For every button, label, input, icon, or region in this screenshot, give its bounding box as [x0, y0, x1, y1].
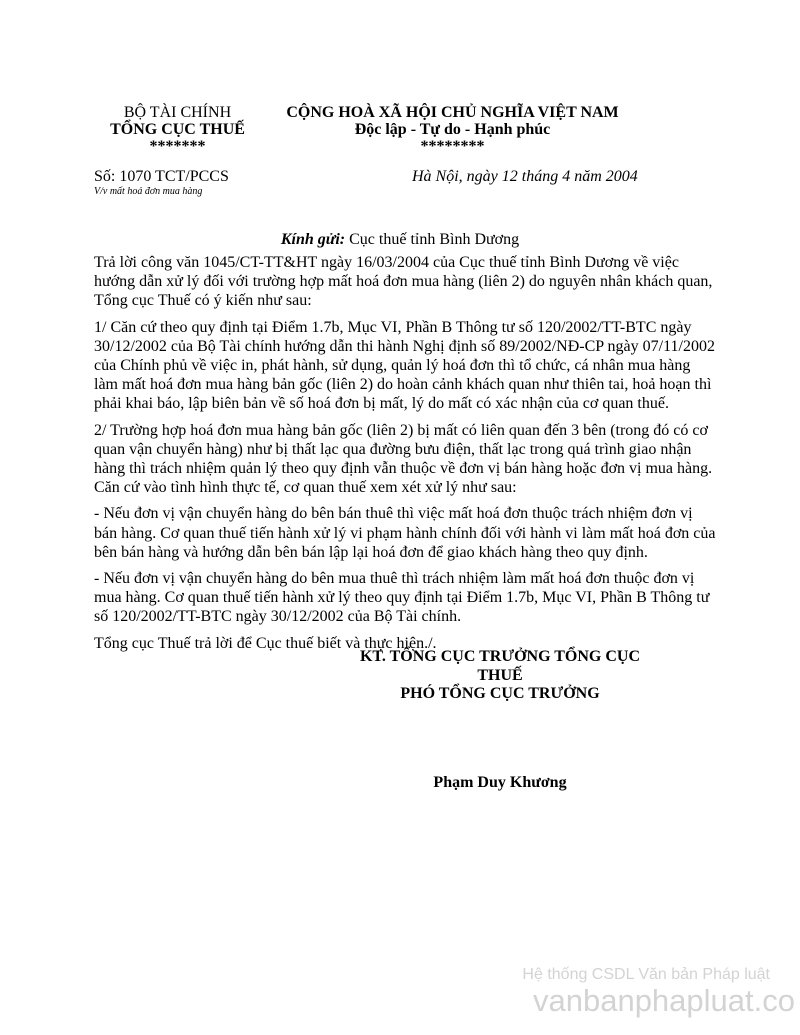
document-body	[94, 253, 716, 660]
salutation-label: Kính gửi:	[280, 231, 346, 248]
signature-title-line: KT. TỔNG CỤC TRƯỞNG TỔNG CỤC	[359, 648, 641, 665]
signer-name: Phạm Duy Khương	[433, 774, 567, 791]
body-paragraph: - Nếu đơn vị vận chuyển hàng do bên mua thuê thì trách nhiệm làm mất hoá đơn thuộc đơn vị mua hàng. Cơ quan thuế tiến hành xử lý theo quy định tại Điểm 1.7b, Mục VI, Phần B Thông tư số 120/2002/TT-BTC ngày 30/12/2002 của Bộ Tài chính.	[94, 570, 710, 626]
signature-title-line: PHÓ TỔNG CỤC TRƯỞNG	[400, 685, 600, 702]
watermark-domain: vanbanphapluat.co	[532, 983, 795, 1018]
watermark-line: Hệ thống CSDL Văn bản Pháp luật	[522, 966, 770, 983]
document-subject: V/v mất hoá đơn mua hàng	[94, 186, 203, 197]
place-and-date: Hà Nội, ngày 12 tháng 4 năm 2004	[412, 168, 638, 185]
salutation-recipient: Cục thuế tỉnh Bình Dương	[349, 231, 520, 248]
national-motto: Độc lập - Tự do - Hạnh phúc	[354, 121, 551, 138]
national-title-block	[280, 104, 625, 155]
site-watermark	[522, 966, 795, 1018]
ministry-name: BỘ TÀI CHÍNH	[123, 104, 232, 121]
department-name: TỔNG CỤC THUẾ	[110, 121, 245, 138]
signature-title-line: THUẾ	[477, 666, 523, 684]
body-paragraph: 2/ Trường hợp hoá đơn mua hàng bản gốc (liên 2) bị mất có liên quan đến 3 bên (trong đó có cơ quan vận chuyển hàng) như bị thất lạc qua đường bưu điện, thất lạc trong quá trình giao nhận hàng thì trách nhiệm quản lý theo quy định vẫn thuộc về đơn vị bán hàng hoặc đơn vị mua hàng. Căn cứ vào tình hình thực tế, cơ quan thuế xem xét xử lý như sau:	[94, 421, 713, 497]
body-paragraph: Tổng cục Thuế trả lời để Cục thuế biết và thực hiện./.	[94, 634, 437, 652]
document-number: Số: 1070 TCT/PCCS	[94, 168, 229, 185]
body-paragraph: - Nếu đơn vị vận chuyển hàng do bên bán thuê thì việc mất hoá đơn thuộc trách nhiệm đơn vị bán hàng. Cơ quan thuế tiến hành xử lý vi phạm hành chính đối với hành vi làm mất hoá đơn của bên bán hàng và hướng dẫn bên bán lập lại hoá đơn để giao khách hàng theo quy định.	[94, 505, 716, 561]
issuing-agency-block	[95, 104, 260, 155]
right-stars-divider: ********	[420, 138, 485, 155]
body-paragraph: 1/ Căn cứ theo quy định tại Điểm 1.7b, Mục VI, Phần B Thông tư số 120/2002/TT-BTC ngày 30/12/2002 của Bộ Tài chính hướng dẫn thi hành Nghị định số 89/2002/NĐ-CP ngày 07/11/2002 của Chính phủ về việc in, phát hành, sử dụng, quản lý hoá đơn thì tổ chức, cá nhân mua hàng làm mất hoá đơn mua hàng bản gốc (liên 2) do hoàn cảnh khách quan như thiên tai, hoả hoạn thì phải khai báo, lập biên bản về số hoá đơn bị mất, lý do mất có xác nhận của cơ quan thuế.	[94, 318, 715, 413]
salutation	[0, 231, 800, 249]
signature-title	[340, 648, 660, 704]
country-name: CỘNG HOÀ XÃ HỘI CHỦ NGHĨA VIỆT NAM	[286, 104, 619, 121]
left-stars-divider: *******	[149, 138, 206, 155]
body-paragraph: Trả lời công văn 1045/CT-TT&HT ngày 16/03/2004 của Cục thuế tỉnh Bình Dương về việc hướng dẫn xử lý đối với trường hợp mất hoá đơn mua hàng (liên 2) do nguyên nhân khách quan, Tổng cục Thuế có ý kiến như sau:	[94, 254, 713, 310]
